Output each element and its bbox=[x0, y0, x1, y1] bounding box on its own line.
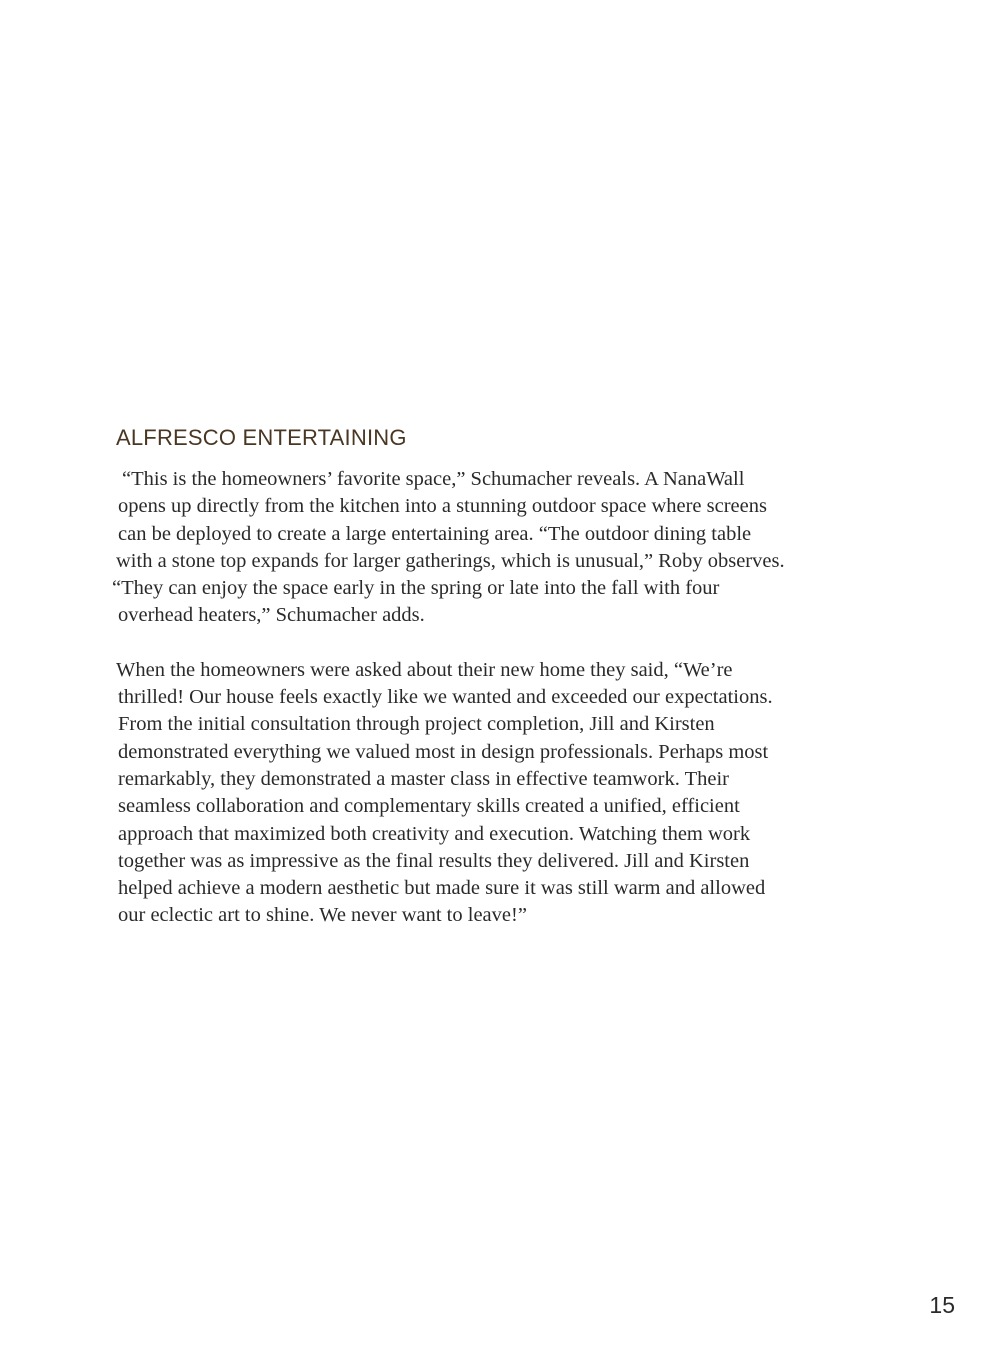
paragraph-line: overhead heaters,” Schumacher adds. bbox=[118, 604, 425, 627]
paragraph-line: our eclectic art to shine. We never want to leave!” bbox=[118, 904, 527, 927]
paragraph-line: helped achieve a modern aesthetic but made sure it was still warm and allowed bbox=[118, 877, 766, 900]
section-heading: ALFRESCO ENTERTAINING bbox=[116, 425, 407, 450]
paragraph-line: seamless collaboration and complementary skills created a unified, efficient bbox=[118, 795, 740, 818]
paragraph-quote bbox=[116, 657, 876, 930]
paragraph-line: “They can enjoy the space early in the spring or late into the fall with four bbox=[112, 577, 720, 600]
paragraph-line: approach that maximized both creativity and execution. Watching them work bbox=[118, 822, 751, 845]
paragraph-line: From the initial consultation through project completion, Jill and Kirsten bbox=[118, 713, 715, 736]
paragraph-line: demonstrated everything we valued most in design professionals. Perhaps most bbox=[118, 740, 769, 763]
paragraph-line: When the homeowners were asked about their new home they said, “We’re bbox=[116, 658, 733, 681]
paragraph-line: “This is the homeowners’ favorite space,” Schumacher reveals. A NanaWall bbox=[122, 468, 745, 490]
paragraph-line: opens up directly from the kitchen into a stunning outdoor space where screens bbox=[118, 495, 767, 518]
article bbox=[112, 424, 876, 930]
page-number: 15 bbox=[929, 1292, 955, 1318]
paragraph-line: remarkably, they demonstrated a master class in effective teamwork. Their bbox=[118, 767, 729, 790]
paragraph-intro bbox=[112, 466, 876, 630]
paragraph-line: together was as impressive as the final results they delivered. Jill and Kirsten bbox=[118, 849, 750, 872]
paragraph-spacer bbox=[116, 630, 876, 657]
paragraph-line: thrilled! Our house feels exactly like we wanted and exceeded our expectations. bbox=[118, 686, 773, 709]
paragraph-line: can be deployed to create a large entertaining area. “The outdoor dining table bbox=[118, 522, 752, 545]
paragraph-line: with a stone top expands for larger gatherings, which is unusual,” Roby observes. bbox=[116, 549, 785, 572]
